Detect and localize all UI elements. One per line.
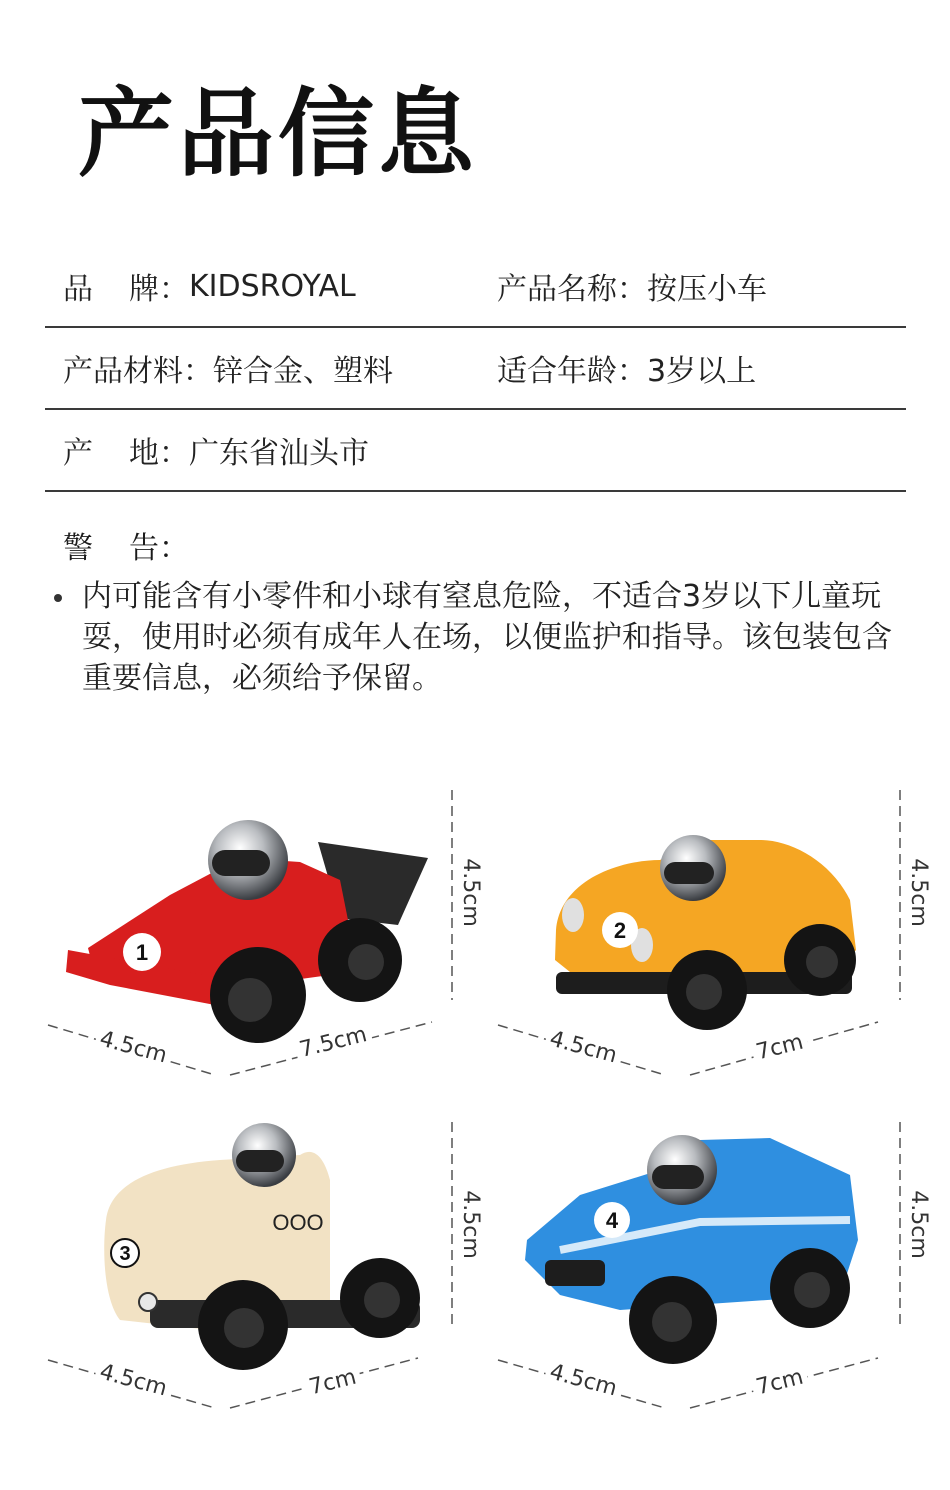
car-1-length-label: 7.5cm xyxy=(293,1021,373,1064)
car-4-front-wheel xyxy=(629,1276,717,1364)
spec-brand-label: 品 牌 xyxy=(63,272,159,307)
car-4-rear-wheel xyxy=(770,1248,850,1328)
car-3-width-label: 4.5cm xyxy=(93,1359,173,1403)
car-1-front-wheel xyxy=(210,947,306,1043)
car-4-height-label: 4.5cm xyxy=(906,1186,931,1263)
warning-label: 警 告 ： xyxy=(63,531,189,566)
visor xyxy=(652,1165,704,1189)
spec-product-name: 产品名称 ： 按压小车 xyxy=(497,246,767,326)
car-2-length-label: 7cm xyxy=(750,1029,810,1067)
car-2-orange xyxy=(555,835,856,1030)
page-title: 产品信息 xyxy=(78,78,478,190)
spec-material: 产品材料 ： 锌合金、塑料 xyxy=(63,328,393,408)
car-3-height-label: 4.5cm xyxy=(458,1186,483,1263)
car-1-number: 1 xyxy=(135,940,149,965)
car-4-number: 4 xyxy=(605,1208,619,1233)
spec-origin-value: 广东省汕头市 xyxy=(189,436,369,471)
car-1-red-racer xyxy=(66,820,428,1043)
car-4-width-label: 4.5cm xyxy=(543,1359,623,1403)
spec-age: 适合年龄 ： 3岁以上 xyxy=(497,328,756,408)
spec-age-label: 适合年龄 xyxy=(497,354,617,389)
car-4-blue xyxy=(525,1135,858,1364)
visor xyxy=(212,850,270,876)
visor xyxy=(664,862,714,884)
car-2-front-wheel xyxy=(667,950,747,1030)
car-3-front-wheel xyxy=(198,1280,288,1370)
side-marking: OOO xyxy=(272,1210,324,1235)
car-3-number: 3 xyxy=(119,1243,131,1265)
spec-brand-value: KIDSROYAL xyxy=(189,268,356,304)
visor xyxy=(236,1150,284,1172)
car-2-number: 2 xyxy=(613,918,627,943)
warning-text: 内可能含有小零件和小球有窒息危险，不适合3岁以下儿童玩耍，使用时必须有成年人在场，以便监护和指导。该包装包含重要信息，必须给予保留。 xyxy=(82,579,892,696)
car-4-length-label: 7cm xyxy=(750,1364,810,1402)
spec-product-name-label: 产品名称 xyxy=(497,272,617,307)
car-2-height-label: 4.5cm xyxy=(906,854,931,931)
spec-age-value: 3岁以上 xyxy=(647,354,757,389)
headlight xyxy=(562,898,584,932)
spec-material-label: 产品材料 xyxy=(63,354,183,389)
spec-product-name-value: 按压小车 xyxy=(647,272,767,307)
car-2-width-label: 4.5cm xyxy=(543,1026,623,1070)
car-1-width-label: 4.5cm xyxy=(93,1026,173,1070)
spec-brand: 品 牌 ： KIDSROYAL xyxy=(63,246,356,326)
spec-origin-label: 产 地 xyxy=(63,436,159,471)
car-3-length-label: 7cm xyxy=(303,1364,363,1402)
car-1-rear-wheel xyxy=(318,918,402,1002)
spec-material-value: 锌合金、塑料 xyxy=(213,354,393,389)
spec-origin: 产 地 ： 广东省汕头市 xyxy=(63,410,369,490)
car-3-cream xyxy=(104,1123,420,1370)
headlight xyxy=(139,1293,157,1311)
car-3-rear-wheel xyxy=(340,1258,420,1338)
grille xyxy=(545,1260,605,1286)
car-2-rear-wheel xyxy=(784,924,856,996)
car-1-height-label: 4.5cm xyxy=(458,854,483,931)
